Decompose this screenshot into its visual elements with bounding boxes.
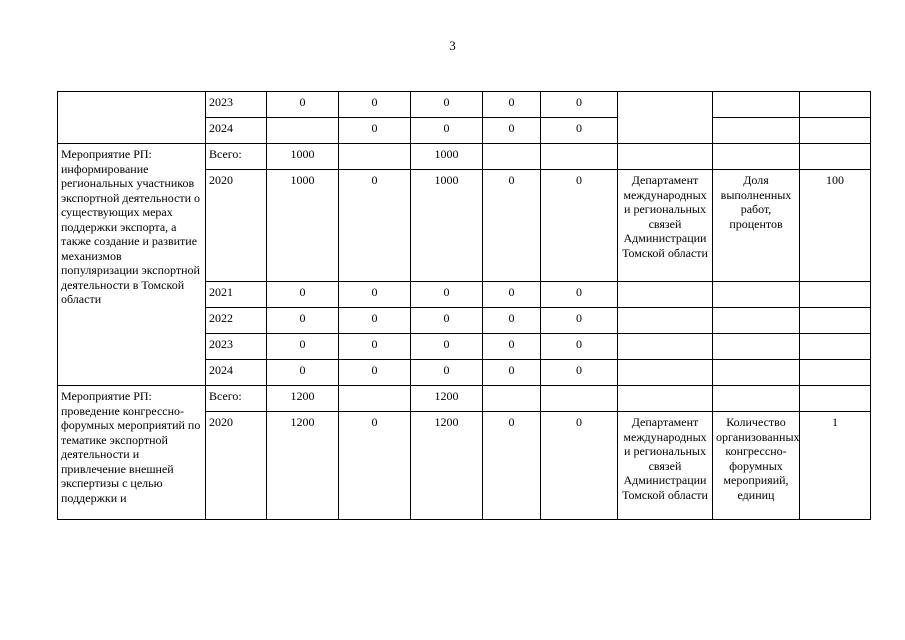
indicator-cell-empty bbox=[713, 334, 800, 360]
value-cell: 0 bbox=[483, 308, 541, 334]
year-cell: 2024 bbox=[206, 360, 267, 386]
value-cell: 1000 bbox=[411, 170, 483, 282]
department-cell-empty bbox=[618, 386, 713, 412]
value-cell: 0 bbox=[267, 334, 339, 360]
indicator-cell-empty bbox=[713, 282, 800, 308]
value-cell: 0 bbox=[339, 170, 411, 282]
activity-name: Мероприятие РП: проведение конгрессно-форумных мероприятий по тематике экспортной деятельности и привлечение внешней экспертизы с целью поддержки и bbox=[58, 386, 206, 520]
indicator-value-cell-empty bbox=[800, 360, 871, 386]
value-cell: 0 bbox=[339, 360, 411, 386]
department-cell-empty bbox=[618, 282, 713, 308]
value-cell bbox=[267, 118, 339, 144]
value-cell: 0 bbox=[483, 92, 541, 118]
indicator-value-cell-empty bbox=[800, 92, 871, 118]
value-cell: 0 bbox=[483, 334, 541, 360]
value-cell: 0 bbox=[267, 308, 339, 334]
value-cell: 0 bbox=[483, 412, 541, 520]
value-cell: 0 bbox=[411, 118, 483, 144]
indicator-value-cell: 1 bbox=[800, 412, 871, 520]
value-cell: 0 bbox=[339, 412, 411, 520]
value-cell: 0 bbox=[483, 360, 541, 386]
value-cell: 1200 bbox=[411, 412, 483, 520]
department-cell-empty bbox=[618, 360, 713, 386]
value-cell: 1200 bbox=[267, 386, 339, 412]
value-cell: 0 bbox=[483, 118, 541, 144]
value-cell: 0 bbox=[411, 92, 483, 118]
value-cell: 0 bbox=[483, 282, 541, 308]
value-cell: 1200 bbox=[267, 412, 339, 520]
value-cell: 0 bbox=[541, 170, 618, 282]
indicator-cell-empty bbox=[713, 92, 800, 118]
total-label: Всего: bbox=[206, 144, 267, 170]
indicator-cell-empty bbox=[713, 118, 800, 144]
value-cell: 1000 bbox=[411, 144, 483, 170]
activity-name: Мероприятие РП: информирование региональных участников экспортной деятельности о существующих мерах поддержки экспорта, а также создание и развитие механизмов популяризации экспортной деятельности в Томской области bbox=[58, 144, 206, 386]
indicator-cell-empty bbox=[713, 308, 800, 334]
value-cell: 0 bbox=[411, 308, 483, 334]
department-cell-empty bbox=[618, 144, 713, 170]
value-cell bbox=[541, 144, 618, 170]
department-cell-empty bbox=[618, 308, 713, 334]
indicator-value-cell-empty bbox=[800, 334, 871, 360]
year-cell: 2024 bbox=[206, 118, 267, 144]
value-cell: 1200 bbox=[411, 386, 483, 412]
department-cell-empty bbox=[618, 334, 713, 360]
table-row-total bbox=[58, 386, 871, 412]
value-cell bbox=[483, 386, 541, 412]
value-cell: 0 bbox=[267, 92, 339, 118]
value-cell: 0 bbox=[483, 170, 541, 282]
year-cell: 2020 bbox=[206, 412, 267, 520]
indicator-cell: Количество организованных конгрессно-форумных мероприяий, единиц bbox=[713, 412, 800, 520]
department-cell-empty bbox=[618, 92, 713, 144]
value-cell: 0 bbox=[541, 412, 618, 520]
value-cell: 0 bbox=[541, 282, 618, 308]
value-cell: 0 bbox=[411, 282, 483, 308]
year-cell: 2020 bbox=[206, 170, 267, 282]
value-cell: 1000 bbox=[267, 144, 339, 170]
indicator-value-cell-empty bbox=[800, 308, 871, 334]
value-cell: 0 bbox=[411, 334, 483, 360]
value-cell: 0 bbox=[267, 282, 339, 308]
value-cell: 0 bbox=[541, 360, 618, 386]
table-row-total bbox=[58, 144, 871, 170]
activity-cell-empty bbox=[58, 92, 206, 144]
department-cell: Департамент международных и региональных связей Администрации Томской области bbox=[618, 412, 713, 520]
year-cell: 2021 bbox=[206, 282, 267, 308]
year-cell: 2023 bbox=[206, 334, 267, 360]
value-cell: 0 bbox=[339, 334, 411, 360]
value-cell bbox=[483, 144, 541, 170]
table-row bbox=[58, 92, 871, 118]
year-cell: 2022 bbox=[206, 308, 267, 334]
indicator-cell-empty bbox=[713, 386, 800, 412]
page-number: 3 bbox=[449, 38, 456, 53]
value-cell: 0 bbox=[411, 360, 483, 386]
department-cell: Департамент международных и региональных связей Администрации Томской области bbox=[618, 170, 713, 282]
value-cell: 0 bbox=[267, 360, 339, 386]
indicator-cell-empty bbox=[713, 360, 800, 386]
indicator-value-cell-empty bbox=[800, 118, 871, 144]
indicator-cell-empty bbox=[713, 144, 800, 170]
indicator-value-cell-empty bbox=[800, 386, 871, 412]
indicator-cell: Доля выполненных работ, процентов bbox=[713, 170, 800, 282]
value-cell: 0 bbox=[339, 308, 411, 334]
value-cell: 0 bbox=[339, 92, 411, 118]
value-cell bbox=[339, 144, 411, 170]
value-cell bbox=[339, 386, 411, 412]
value-cell: 0 bbox=[339, 282, 411, 308]
value-cell bbox=[541, 386, 618, 412]
total-label: Всего: bbox=[206, 386, 267, 412]
value-cell: 0 bbox=[339, 118, 411, 144]
year-cell: 2023 bbox=[206, 92, 267, 118]
indicator-value-cell-empty bbox=[800, 282, 871, 308]
budget-table bbox=[57, 91, 871, 520]
value-cell: 0 bbox=[541, 308, 618, 334]
value-cell: 0 bbox=[541, 118, 618, 144]
value-cell: 0 bbox=[541, 92, 618, 118]
indicator-value-cell-empty bbox=[800, 144, 871, 170]
value-cell: 1000 bbox=[267, 170, 339, 282]
value-cell: 0 bbox=[541, 334, 618, 360]
indicator-value-cell: 100 bbox=[800, 170, 871, 282]
